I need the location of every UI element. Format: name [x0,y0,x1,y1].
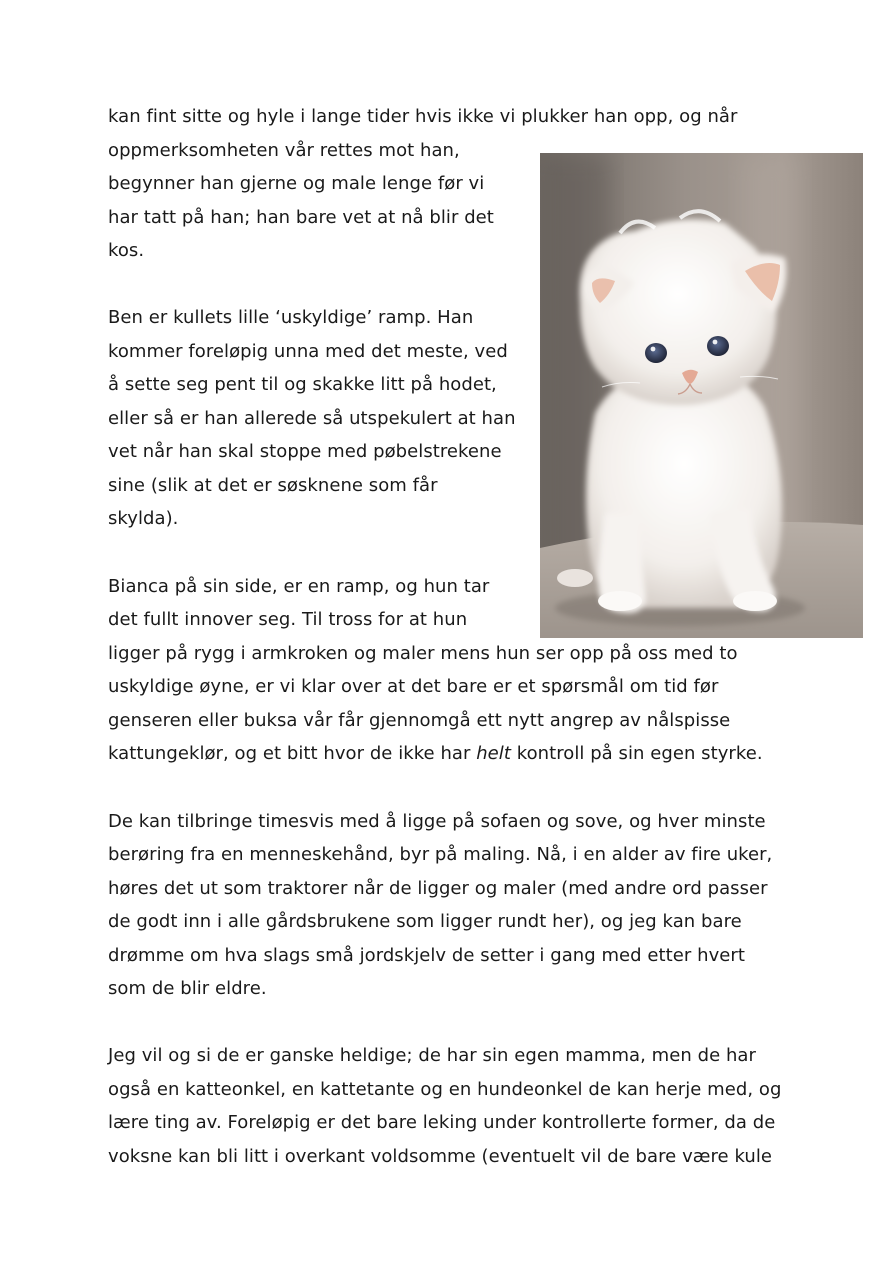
text-line: lære ting av. Foreløpig er det bare leking under kontrollerte former, da de [108,1112,776,1133]
text-line: kos. [108,240,145,261]
text-line: høres det ut som traktorer når de ligger og maler (med andre ord passer [108,878,768,899]
text-run: kontroll på sin egen styrke. [510,743,763,764]
emphasis-text: helt [476,743,511,764]
text-line: Bianca på sin side, er en ramp, og hun tar [108,576,490,597]
text-line: berøring fra en menneskehånd, byr på maling. Nå, i en alder av fire uker, [108,844,773,865]
text-line: eller så er han allerede så utspekulert at han [108,408,516,429]
text-line: skylda). [108,508,179,529]
text-line: uskyldige øyne, er vi klar over at det bare er et spørsmål om tid før [108,676,719,697]
text-line: å sette seg pent til og skakke litt på hodet, [108,374,497,395]
text-line: drømme om hva slags små jordskjelv de setter i gang med etter hvert [108,945,745,966]
text-line: begynner han gjerne og male lenge før vi [108,173,485,194]
text-line: De kan tilbringe timesvis med å ligge på sofaen og sove, og hver minste [108,811,766,832]
text-run: kattungeklør, og et bitt hvor de ikke har [108,743,477,764]
text-line: voksne kan bli litt i overkant voldsomme (eventuelt vil de bare være kule [108,1146,772,1167]
text-line: genseren eller buksa vår får gjennomgå ett nytt angrep av nålspisse [108,710,731,731]
text-line: oppmerksomheten vår rettes mot han, [108,140,460,161]
text-line: kommer foreløpig unna med det meste, ved [108,341,508,362]
kitten-photo [540,153,863,638]
text-line: vet når han skal stoppe med pøbelstrekene [108,441,502,462]
text-line [108,742,763,766]
text-line: Jeg vil og si de er ganske heldige; de har sin egen mamma, men de har [108,1045,756,1066]
text-line: har tatt på han; han bare vet at nå blir det [108,207,494,228]
text-line: også en katteonkel, en kattetante og en hundeonkel de kan herje med, og [108,1079,782,1100]
text-line: sine (slik at det er søsknene som får [108,475,438,496]
text-line: kan fint sitte og hyle i lange tider hvis ikke vi plukker han opp, og når [108,106,738,127]
text-line: de godt inn i alle gårdsbrukene som ligger rundt her), og jeg kan bare [108,911,742,932]
text-line: Ben er kullets lille ‘uskyldige’ ramp. Han [108,307,474,328]
text-line: det fullt innover seg. Til tross for at hun [108,609,468,630]
text-line: ligger på rygg i armkroken og maler mens hun ser opp på oss med to [108,643,738,664]
text-line: som de blir eldre. [108,978,267,999]
white-kitten-icon [540,153,863,638]
